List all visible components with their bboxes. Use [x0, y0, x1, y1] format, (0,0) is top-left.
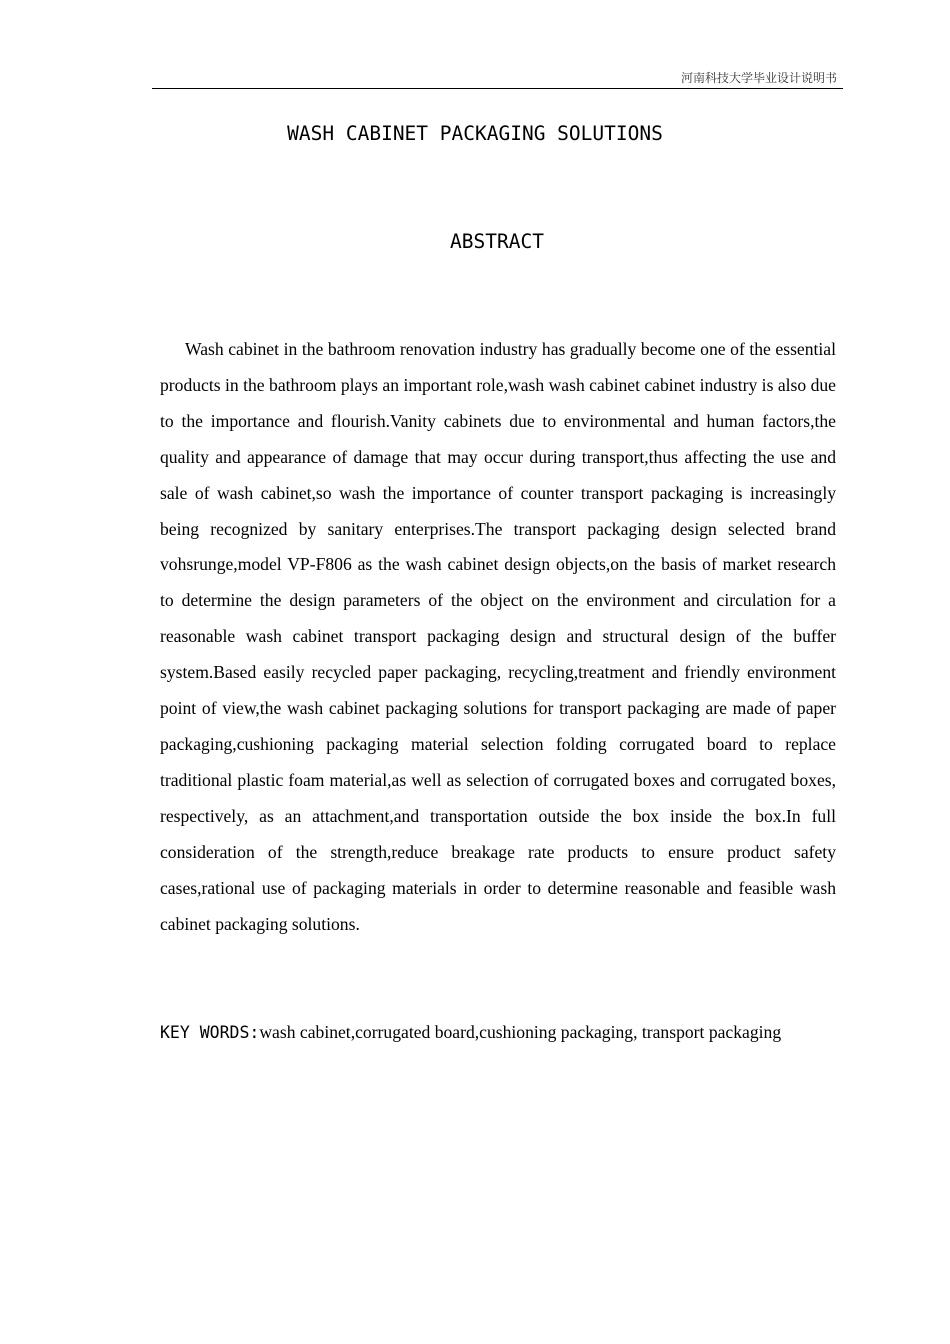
keywords-separator: : [249, 1023, 260, 1042]
header-institution: 河南科技大学毕业设计说明书 [680, 71, 837, 85]
keywords-list: wash cabinet,corrugated board,cushioning packaging, transport packaging [259, 1022, 782, 1042]
abstract-heading: ABSTRACT [450, 230, 544, 253]
thesis-title: WASH CABINET PACKAGING SOLUTIONS [287, 122, 663, 145]
abstract-body: Wash cabinet in the bathroom renovation industry has gradually become one of the essential products in the bathroom plays an important role,wash wash cabinet cabinet industry is also due to the importance and flourish.Vanity cabinets due to environmental and human factors,the quality and appearance of damage that may occur during transport,thus affecting the use and sale of wash cabinet,so wash the importance of counter transport packaging is increasingly being recognized by sanitary enterprises.The transport packaging design selected brand vohsrunge,model VP-F806 as the wash cabinet design objects,on the basis of market research to determine the design parameters of the object on the environment and circulation for a reasonable wash cabinet transport packaging design and structural design of the buffer system.Based easily recycled paper packaging, recycling,treatment and friendly environment point of view,the wash cabinet packaging solutions for transport packaging are made of paper packaging,cushioning packaging material selection folding corrugated board to replace traditional plastic foam material,as well as selection of corrugated boxes and corrugated boxes, respectively, as an attachment,and transportation outside the box inside the box.In full consideration of the strength,reduce breakage rate products to ensure product safety cases,rational use of packaging materials in order to determine reasonable and feasible wash cabinet packaging solutions. [160, 339, 836, 934]
keywords-line [160, 1017, 850, 1049]
keywords-label: KEY WORDS [160, 1023, 250, 1042]
page-header [152, 70, 843, 89]
